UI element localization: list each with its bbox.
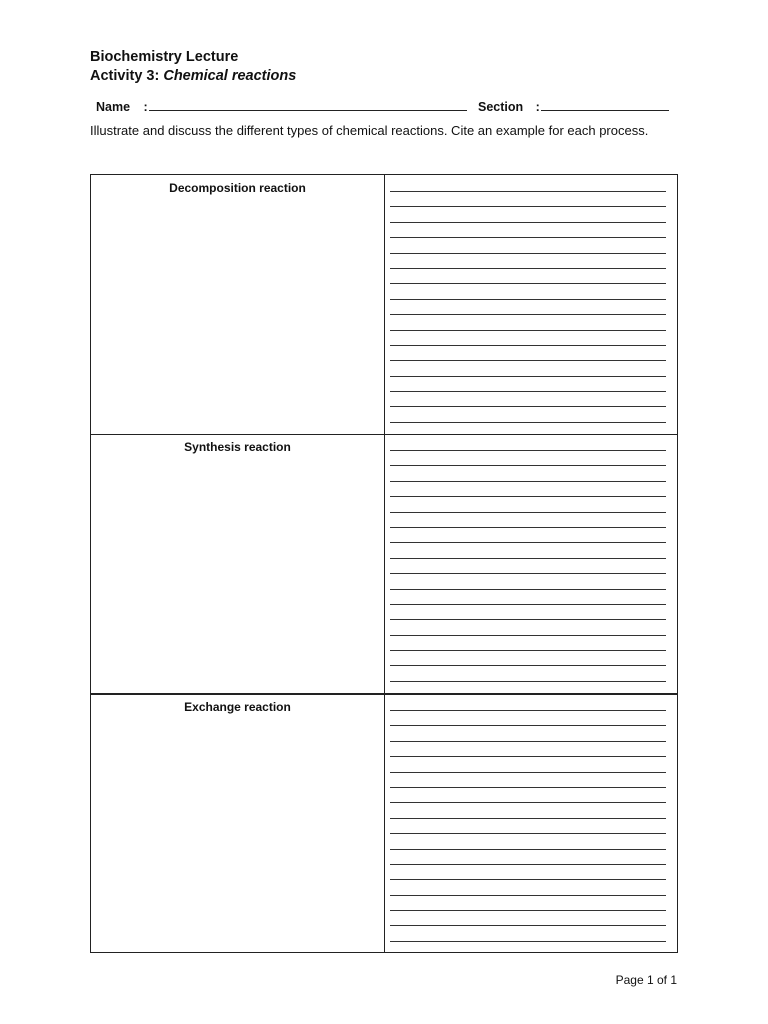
writing-line <box>390 253 666 254</box>
writing-line <box>390 833 666 834</box>
writing-lines[interactable] <box>390 450 666 696</box>
document-title: Biochemistry Lecture <box>90 49 239 65</box>
section-label: Section <box>478 100 524 114</box>
name-label: Name <box>96 100 131 114</box>
writing-line <box>390 376 666 377</box>
reaction-label-synthesis: Synthesis reaction <box>184 440 291 454</box>
writing-line <box>390 222 666 223</box>
reaction-row-decomposition <box>91 175 677 434</box>
writing-line <box>390 910 666 911</box>
writing-line <box>390 283 666 284</box>
writing-line <box>390 864 666 865</box>
writing-line <box>390 635 666 636</box>
name-separator: : <box>143 100 148 114</box>
reaction-row-exchange <box>91 694 677 952</box>
writing-line <box>390 330 666 331</box>
writing-line <box>390 741 666 742</box>
writing-line <box>390 818 666 819</box>
writing-line <box>390 787 666 788</box>
reaction-label-decomposition: Decomposition reaction <box>169 181 306 195</box>
writing-line <box>390 941 666 942</box>
writing-line <box>390 268 666 269</box>
writing-line <box>390 772 666 773</box>
page-number: Page 1 of 1 <box>615 973 677 987</box>
writing-line <box>390 879 666 880</box>
writing-line <box>390 314 666 315</box>
writing-line <box>390 450 666 451</box>
writing-line <box>390 681 666 682</box>
reaction-label-exchange: Exchange reaction <box>184 700 291 714</box>
writing-line <box>390 422 666 423</box>
section-input-line[interactable] <box>541 99 669 111</box>
writing-line <box>390 650 666 651</box>
writing-line <box>390 573 666 574</box>
writing-line <box>390 725 666 726</box>
writing-line <box>390 345 666 346</box>
name-field <box>96 99 467 114</box>
writing-line <box>390 619 666 620</box>
name-input-line[interactable] <box>149 99 467 111</box>
writing-line <box>390 481 666 482</box>
writing-line <box>390 360 666 361</box>
writing-line <box>390 604 666 605</box>
writing-line <box>390 665 666 666</box>
writing-line <box>390 237 666 238</box>
writing-line <box>390 496 666 497</box>
writing-line <box>390 191 666 192</box>
activity-heading <box>90 67 296 85</box>
writing-line <box>390 589 666 590</box>
writing-lines[interactable] <box>390 191 666 437</box>
writing-line <box>390 391 666 392</box>
writing-line <box>390 895 666 896</box>
instructions-text: Illustrate and discuss the different types of chemical reactions. Cite an example for each process. <box>90 123 649 138</box>
activity-name: Chemical reactions <box>163 68 297 84</box>
writing-line <box>390 849 666 850</box>
activity-prefix: Activity 3: <box>90 68 164 84</box>
section-separator: : <box>535 100 540 114</box>
writing-line <box>390 756 666 757</box>
writing-line <box>390 406 666 407</box>
writing-line <box>390 512 666 513</box>
writing-line <box>390 206 666 207</box>
writing-line <box>390 925 666 926</box>
writing-line <box>390 465 666 466</box>
writing-lines[interactable] <box>390 710 666 956</box>
writing-line <box>390 558 666 559</box>
writing-line <box>390 299 666 300</box>
writing-line <box>390 802 666 803</box>
reaction-row-synthesis <box>91 434 677 693</box>
reactions-table <box>90 174 678 953</box>
writing-line <box>390 527 666 528</box>
writing-line <box>390 542 666 543</box>
section-field <box>478 99 669 114</box>
writing-line <box>390 710 666 711</box>
